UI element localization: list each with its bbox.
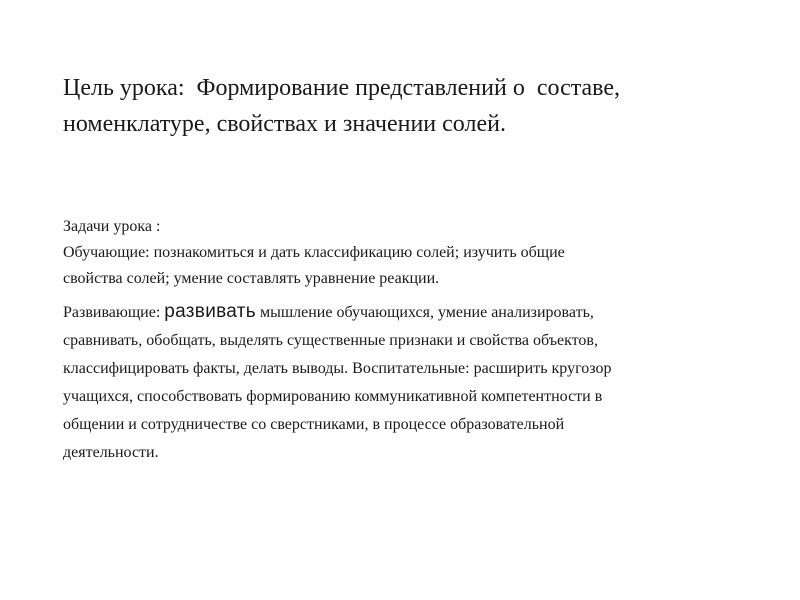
developing-tasks xyxy=(63,298,763,467)
lesson-goal-line-2: номенклатуре, свойствах и значении солей. xyxy=(63,111,506,137)
lesson-tasks xyxy=(63,214,763,467)
teaching-tasks-line-1: Обучающие: познакомиться и дать классификацию солей; изучить общие xyxy=(63,244,565,261)
developing-tasks-line-4: учащихся, способствовать формированию коммуникативной компетентности в xyxy=(63,388,603,405)
lesson-goal-line-1: Цель урока: Формирование представлений о составе, xyxy=(63,75,620,101)
teaching-tasks xyxy=(63,240,763,292)
developing-tasks-prefix: Развивающие: xyxy=(63,304,165,321)
developing-emphasis-word: развивать xyxy=(164,301,256,322)
developing-tasks-line-1: мышление обучающихся, умение анализировать, xyxy=(255,304,594,321)
lesson-goal xyxy=(63,70,763,142)
developing-tasks-line-3: классифицировать факты, делать выводы. Воспитательные: расширить кругозор xyxy=(63,360,612,377)
lesson-tasks-header: Задачи урока : xyxy=(63,218,161,235)
developing-tasks-line-6: деятельности. xyxy=(63,444,159,461)
teaching-tasks-line-2: свойства солей; умение составлять уравнение реакции. xyxy=(63,270,440,287)
developing-tasks-line-2: сравнивать, обобщать, выделять существенные признаки и свойства объектов, xyxy=(63,332,598,349)
developing-tasks-line-5: общении и сотрудничестве со сверстниками, в процессе образовательной xyxy=(63,416,565,433)
